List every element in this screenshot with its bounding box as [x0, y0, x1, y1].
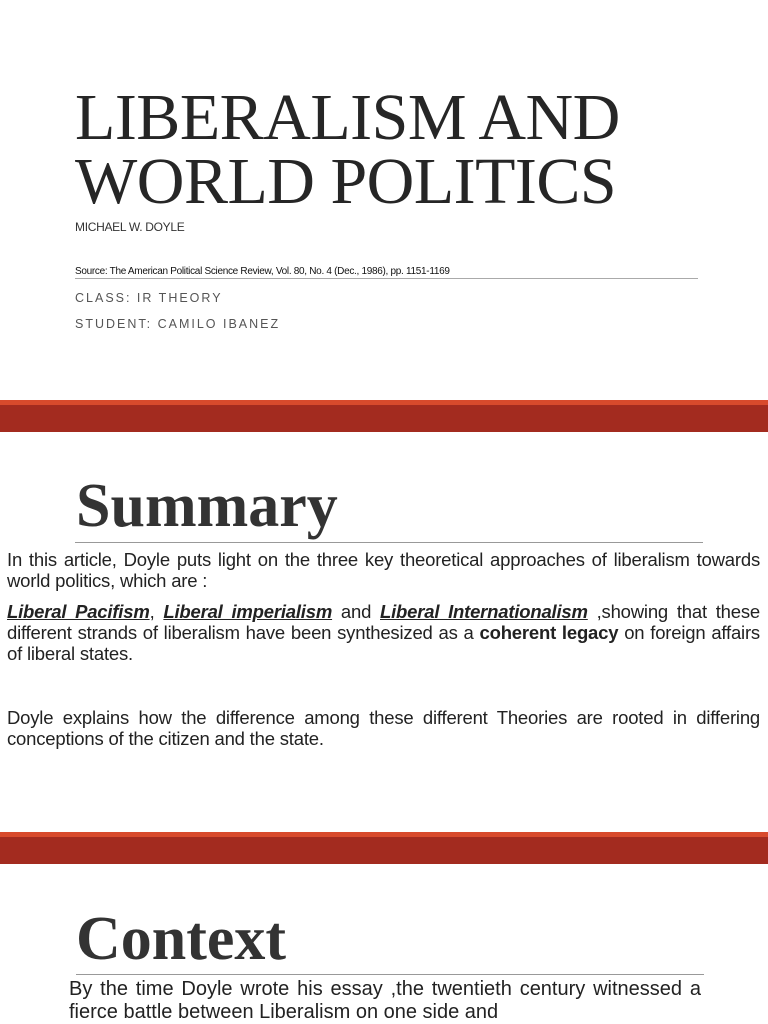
source-citation: Source: The American Political Science Review, Vol. 80, No. 4 (Dec., 1986), pp. 1151-1169	[75, 266, 698, 279]
summary-paragraph-1: In this article, Doyle puts light on the three key theoretical approaches of liberalism towards world politics, which are :	[7, 549, 760, 591]
bold-phrase: coherent legacy	[479, 622, 619, 643]
context-paragraph: By the time Doyle wrote his essay ,the twentieth century witnessed a fierce battle between Liberalism on one side and	[69, 978, 701, 1023]
term-liberal-internationalism: Liberal Internationalism	[380, 601, 588, 622]
separator: ,	[149, 601, 155, 622]
term-liberal-pacifism: Liberal Pacifism	[7, 601, 150, 622]
main-title-line-1: LIBERALISM AND	[75, 81, 620, 154]
summary-slide	[0, 432, 768, 832]
student-label: STUDENT: CAMILO IBANEZ	[75, 317, 281, 331]
main-title-line-2: WORLD POLITICS	[75, 145, 617, 218]
slide-divider	[0, 400, 768, 432]
term-liberal-imperialism: Liberal imperialism	[163, 601, 333, 622]
main-title	[75, 81, 620, 218]
paragraph-text: ,showing that these different strands of liberalism have been synthesized as a	[7, 601, 760, 643]
summary-paragraph-2	[7, 601, 760, 664]
heading-rule	[75, 542, 703, 543]
context-slide	[0, 864, 768, 1024]
author-name: MICHAEL W. DOYLE	[75, 220, 185, 234]
and-text: and	[332, 601, 380, 622]
context-heading: Context	[76, 905, 287, 973]
heading-rule	[76, 974, 704, 975]
title-slide	[0, 0, 768, 400]
paragraph-text-end: on foreign affairs of liberal states.	[7, 622, 760, 664]
summary-paragraph-3: Doyle explains how the difference among these different Theories are rooted in differing conceptions of the citizen and the state.	[7, 707, 760, 749]
class-label: CLASS: IR THEORY	[75, 291, 223, 305]
summary-heading: Summary	[76, 472, 338, 540]
slide-divider	[0, 832, 768, 864]
